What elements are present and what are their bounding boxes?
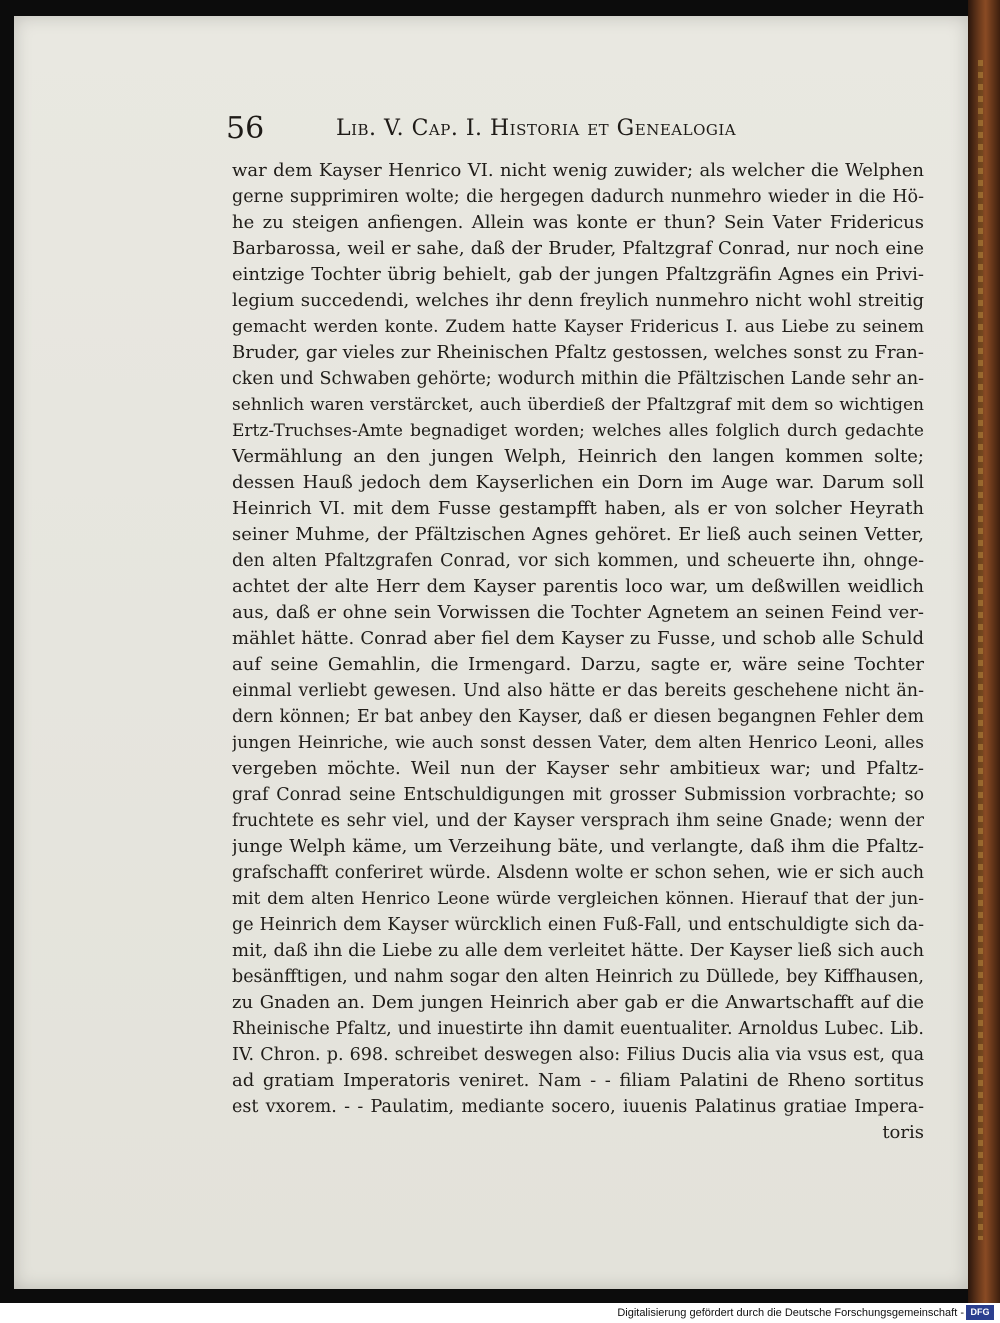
text-line: legium succedendi, welches ihr denn freylich nunmehro nicht wohl streitig (232, 290, 924, 311)
text-line: sehnlich waren verstärcket, auch überdieß der Pfaltzgraf mit dem so wichtigen (232, 395, 924, 415)
text-line: he zu steigen anfiengen. Allein was konte er thun? Sein Vater Fridericus (232, 212, 924, 233)
page-number: 56 (226, 111, 265, 146)
book-spine (968, 0, 1000, 1303)
text-line: Rheinische Pfaltz, und inuestirte ihn damit euentualiter. Arnoldus Lubec. Lib. (232, 1019, 924, 1039)
text-line: jungen Heinriche, wie auch sonst dessen Vater, dem alten Henrico Leoni, alles (232, 733, 924, 753)
text-line: dern können; Er bat anbey den Kayser, daß er diesen begangnen Fehler dem (232, 707, 924, 727)
text-line: junge Welph käme, um Verzeihung bäte, und verlangte, daß ihm die Pfaltz- (232, 836, 924, 857)
text-line: ge Heinrich dem Kayser würcklich einen Fuß-Fall, und entschuldigte sich da- (232, 915, 924, 935)
text-line: Heinrich VI. mit dem Fusse gestampfft haben, als er von solcher Heyrath (232, 498, 924, 519)
text-line: vergeben möchte. Weil nun der Kayser sehr ambitieux war; und Pfaltz- (232, 758, 924, 779)
text-line: gemacht werden konte. Zudem hatte Kayser Fridericus I. aus Liebe zu seinem (232, 317, 924, 337)
text-line: auf seine Gemahlin, die Irmengard. Darzu, sagte er, wäre seine Tochter (232, 654, 924, 675)
text-line: war dem Kayser Henrico VI. nicht wenig zuwider; als welcher die Welphen (232, 160, 924, 181)
text-line: Ertz-Truchses-Amte begnadiget worden; welches alles folglich durch gedachte (232, 421, 924, 441)
text-line: grafschafft conferiret würde. Alsdenn wolte er schon sehen, wie er sich auch (232, 863, 924, 883)
text-line: est vxorem. - - Paulatim, mediante socero, iuuenis Palatinus gratiae Impera- (232, 1097, 924, 1117)
text-line: eintzige Tochter übrig behielt, gab der jungen Pfaltzgräfin Agnes ein Privi- (232, 264, 924, 285)
text-line: einmal verliebt gewesen. Und also hätte er das bereits geschehene nicht än- (232, 681, 924, 701)
text-line: IV. Chron. p. 698. schreibet deswegen also: Filius Ducis alia via vsus est, qua (232, 1045, 924, 1065)
running-head: Lib. V. Cap. I. Historia et Genealogia (336, 116, 737, 141)
text-line: Bruder, gar vieles zur Rheinischen Pfaltz gestossen, welches sonst zu Fran- (232, 342, 924, 363)
digitization-footer (0, 1303, 1000, 1323)
text-line: fruchtete es sehr viel, und der Kayser versprach ihm seine Gnade; wenn der (232, 811, 924, 831)
text-line: mit dem alten Henrico Leone würde vergleichen können. Hierauf that der jun- (232, 889, 924, 909)
spine-decoration (978, 60, 983, 1240)
text-line: dessen Hauß jedoch dem Kayserlichen ein Dorn im Auge war. Darum soll (232, 472, 924, 493)
footer-credit: Digitalisierung gefördert durch die Deutsche Forschungsgemeinschaft - (617, 1307, 964, 1319)
body-text (232, 158, 924, 1146)
text-line: Vermählung an den jungen Welph, Heinrich den langen kommen solte; (232, 446, 924, 467)
text-line: zu Gnaden an. Dem jungen Heinrich aber gab er die Anwartschafft auf die (232, 992, 924, 1013)
dfg-logo: DFG (966, 1305, 994, 1320)
text-line: mit, daß ihn die Liebe zu alle dem verleitet hätte. Der Kayser ließ sich auch (232, 940, 924, 961)
text-line: gerne supprimiren wolte; die hergegen dadurch nunmehro wieder in die Hö- (232, 187, 924, 207)
text-line: ad gratiam Imperatoris veniret. Nam - - filiam Palatini de Rheno sortitus (232, 1070, 924, 1091)
text-line: aus, daß er ohne sein Vorwissen die Tochter Agnetem an seinen Feind ver- (232, 602, 924, 623)
text-line: cken und Schwaben gehörte; wodurch mithin die Pfältzischen Lande sehr an- (232, 369, 924, 389)
text-line: seiner Muhme, der Pfältzischen Agnes gehöret. Er ließ auch seinen Vetter, (232, 524, 924, 545)
text-line: graf Conrad seine Entschuldigungen mit grosser Submission vorbrachte; so (232, 785, 924, 805)
text-line: den alten Pfaltzgrafen Conrad, vor sich kommen, und scheuerte ihn, ohnge- (232, 551, 924, 571)
text-line: besänfftigen, und nahm sogar den alten Heinrich zu Düllede, bey Kiffhausen, (232, 967, 924, 987)
text-line: mählet hätte. Conrad aber fiel dem Kayser zu Fusse, und schob alle Schuld (232, 628, 924, 649)
page-header (226, 110, 816, 150)
text-line: achtet der alte Herr dem Kayser parentis loco war, um deßwillen weidlich (232, 576, 924, 597)
text-line: Barbarossa, weil er sahe, daß der Bruder, Pfaltzgraf Conrad, nur noch eine (232, 238, 924, 259)
text-line: toris (882, 1122, 924, 1143)
